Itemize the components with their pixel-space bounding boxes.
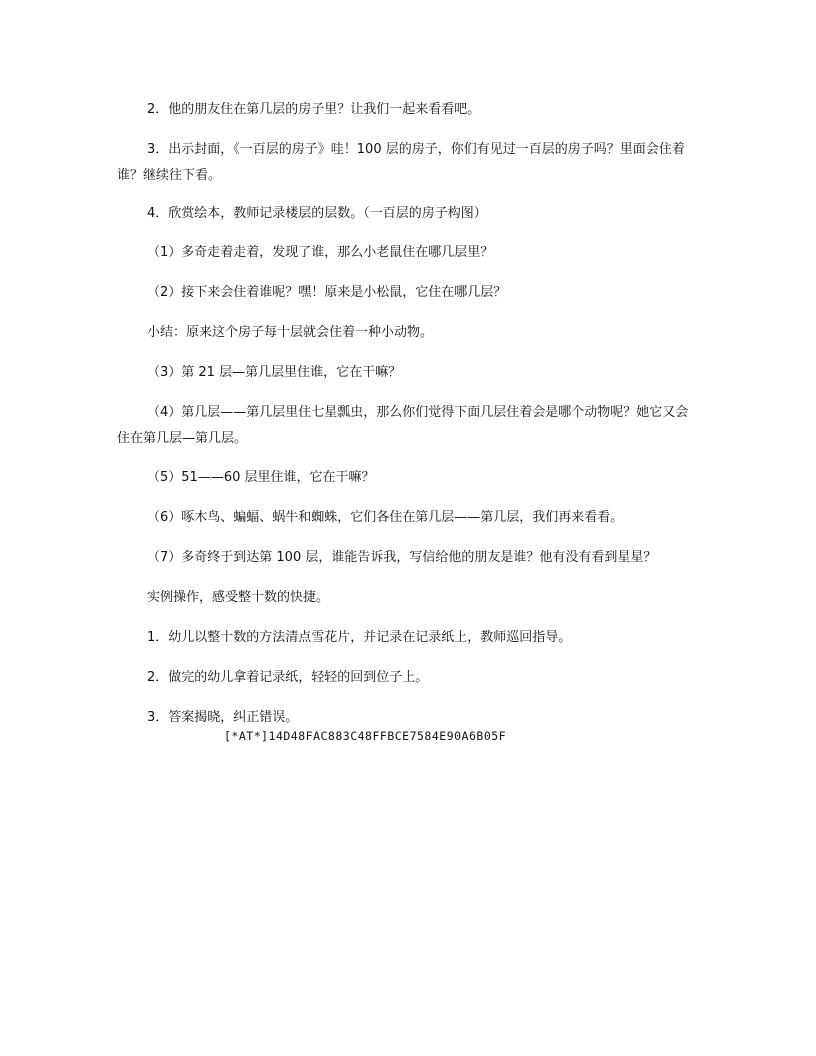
paragraph: 小结：原来这个房子每十层就会住着一种小动物。 [147, 325, 434, 340]
paragraph: （4）第几层——第几层里住七星瓢虫，那么你们觉得下面几层住着会是哪个动物呢？她它又会住在第几层—第几层。 [117, 405, 689, 446]
paragraph: （5）51——60 层里住谁，它在干嘛？ [147, 470, 375, 485]
paragraph: （6）啄木鸟、蝙蝠、蜗牛和蜘蛛，它们各住在第几层——第几层，我们再来看看。 [147, 510, 624, 525]
paragraph: 3．出示封面，《一百层的房子》哇！100 层的房子，你们有见过一百层的房子吗？里面会住着谁？继续往下看。 [117, 142, 685, 183]
paragraph: 实例操作，感受整十数的快捷。 [147, 590, 330, 605]
paragraph: （1）多奇走着走着，发现了谁，那么小老鼠住在哪几层里？ [147, 245, 494, 260]
paragraph: 4．欣赏绘本，教师记录楼层的层数。（一百层的房子构图） [147, 206, 487, 221]
paragraph: 1．幼儿以整十数的方法清点雪花片，并记录在记录纸上，教师巡回指导。 [147, 630, 572, 645]
paragraph: 2．他的朋友住在第几层的房子里？让我们一起来看看吧。 [147, 102, 481, 117]
document-code: [*AT*]14D48FAC883C48FFBCE7584E90A6B05F [224, 729, 507, 743]
paragraph: 2．做完的幼儿拿着记录纸，轻轻的回到位子上。 [147, 670, 429, 685]
paragraph: （3）第 21 层—第几层里住谁，它在干嘛？ [147, 365, 402, 380]
paragraph: （7）多奇终于到达第 100 层，谁能告诉我，写信给他的朋友是谁？他有没有看到星星？ [147, 550, 657, 565]
paragraph: 3．答案揭晓，纠正错误。 [147, 710, 299, 725]
paragraph: （2）接下来会住着谁呢？嘿！原来是小松鼠，它住在哪几层？ [147, 285, 507, 300]
